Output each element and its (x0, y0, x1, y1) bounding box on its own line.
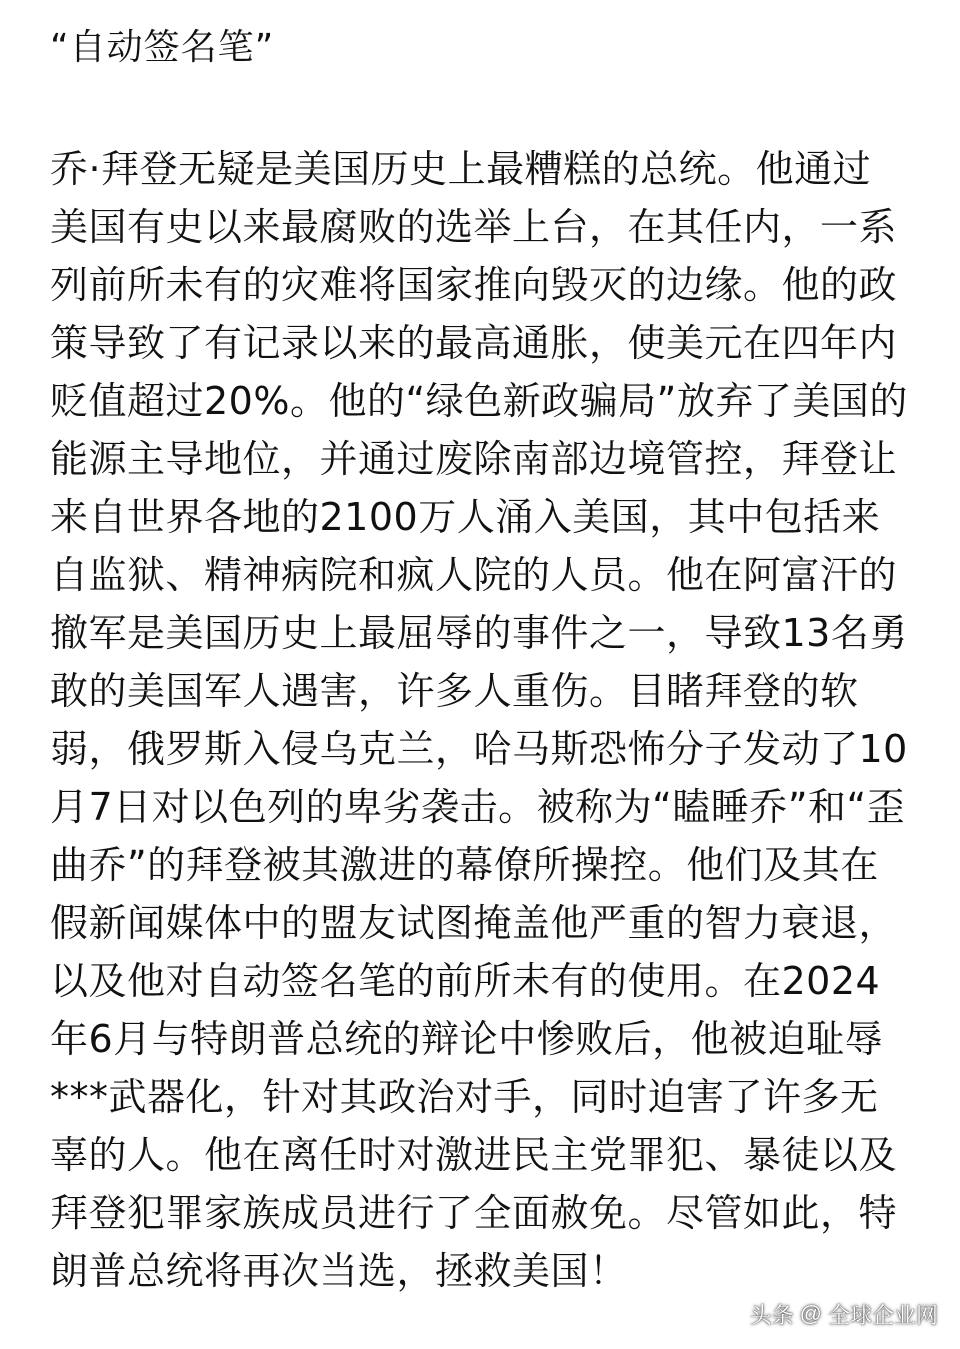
body-line: 来自世界各地的2100万人涌入美国，其中包括来 (50, 495, 881, 539)
body-line: 辜的人。他在离任时对激进民主党罪犯、暴徒以及 (50, 1133, 898, 1177)
body-line: 列前所未有的灾难将国家推向毁灭的边缘。他的政 (50, 263, 898, 307)
body-line: 撤军是美国历史上最屈辱的事件之一，导致13名勇 (50, 611, 908, 655)
body-line: 能源主导地位，并通过废除南部边境管控，拜登让 (50, 437, 898, 481)
body-line: 敢的美国军人遇害，许多人重伤。目睹拜登的软 (50, 669, 859, 713)
body-line: 以及他对自动签名笔的前所未有的使用。在2024 (50, 959, 881, 1003)
body-line: 贬值超过20%。他的“绿色新政骗局”放弃了美国的 (50, 379, 908, 423)
body-line: 自监狱、精神病院和疯人院的人员。他在阿富汗的 (50, 553, 898, 597)
watermark-account: 全球企业网 (827, 1302, 938, 1328)
body-line: 策导致了有记录以来的最高通胀，使美元在四年内 (50, 321, 898, 365)
body-line: 曲乔”的拜登被其激进的幕僚所操控。他们及其在 (50, 843, 879, 887)
source-watermark (750, 1294, 938, 1334)
body-line: 弱，俄罗斯入侵乌克兰，哈马斯恐怖分子发动了10 (50, 727, 908, 771)
body-line: 月7日对以色列的卑劣袭击。被称为“瞌睡乔”和“歪 (50, 785, 906, 829)
body-line: 拜登犯罪家族成员进行了全面赦免。尽管如此，特 (50, 1191, 898, 1235)
at-sign: @ (799, 1301, 822, 1326)
body-line: 假新闻媒体中的盟友试图掩盖他严重的智力衰退， (50, 901, 898, 945)
body-line: 乔·拜登无疑是美国历史上最糟糕的总统。他通过 (50, 147, 872, 191)
watermark-source: 头条 (749, 1302, 794, 1328)
body-line: 年6月与特朗普总统的辩论中惨败后，他被迫耻辱 (50, 1017, 884, 1061)
body-line: 朗普总统将再次当选，拯救美国！ (50, 1249, 628, 1293)
body-line: ***武器化，针对其政治对手，同时迫害了许多无 (50, 1075, 879, 1119)
article-heading: “自动签名笔” (50, 27, 275, 68)
body-line: 美国有史以来最腐败的选举上台，在其任内，一系 (50, 205, 898, 249)
article-body (50, 140, 930, 1300)
